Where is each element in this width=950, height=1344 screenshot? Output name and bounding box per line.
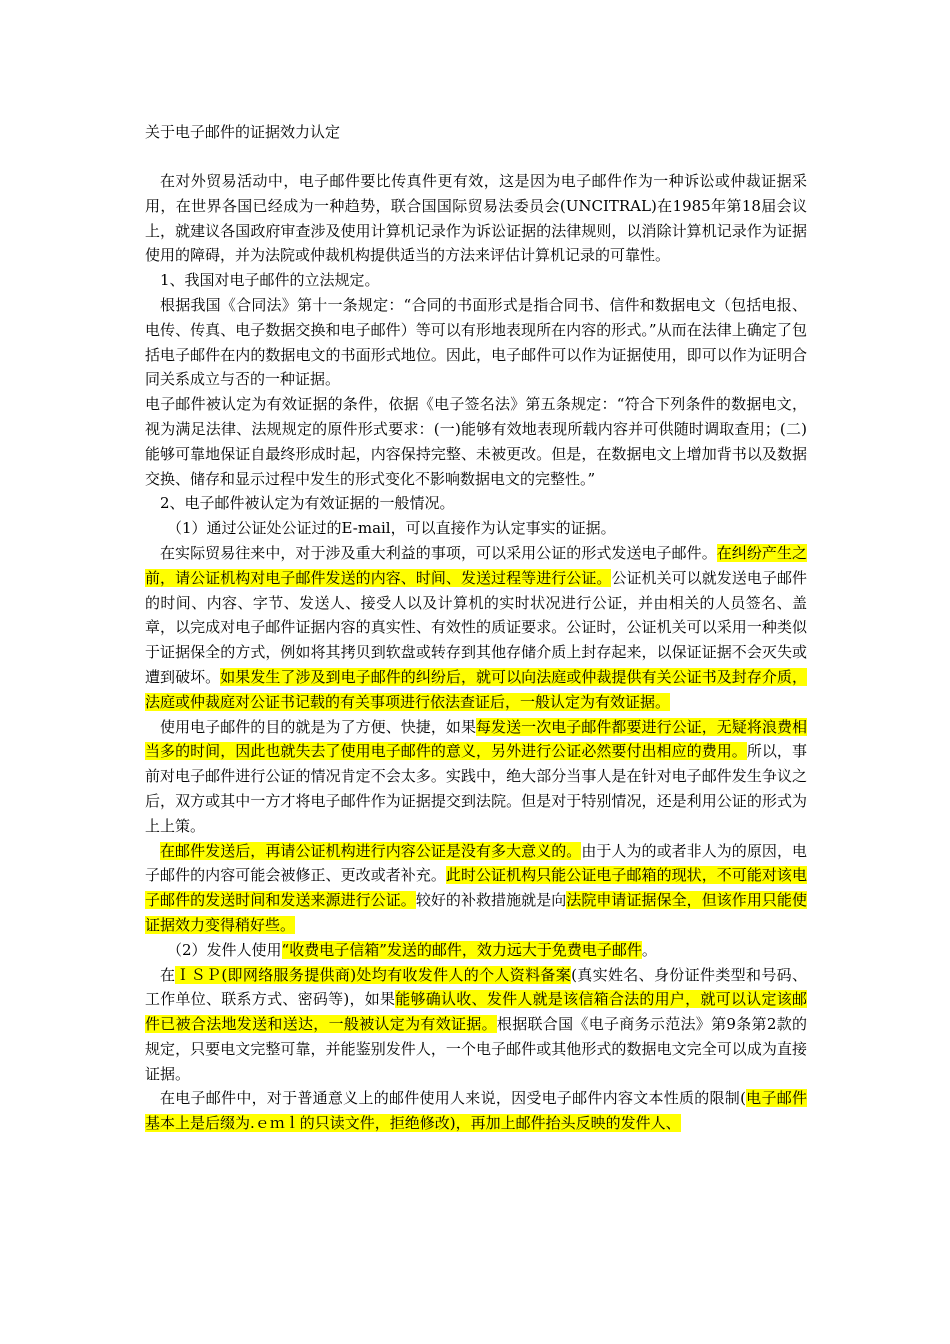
highlighted-text: 此时公证机构只能公证电子邮箱的现状，不可能对该电子邮件的发送时间和发送来源进行公证。: [145, 866, 807, 910]
text-segment: 使用电子邮件的目的就是为了方便、快捷，如果: [160, 717, 476, 736]
paragraph: [145, 169, 807, 268]
text-segment: 在对外贸易活动中，电子邮件要比传真件更有效，这是因为电子邮件作为一种诉讼或仲裁证据采用，在世界各国已经成为一种趋势，联合国国际贸易法委员会(UNCITRAL)在1985年第18届会议上，就建议各国政府审查涉及使用计算机记录作为诉讼证据的法律规则，以消除计算机记录作为证据使用的障碍，并为法院或仲裁机构提供适当的方法来评估计算机记录的可靠性。: [145, 172, 807, 265]
paragraph: [145, 541, 807, 715]
text-segment: 较好的补救措施就是向: [415, 891, 567, 910]
text-segment: 由于人为的或者非人为的原因，电子邮件的内容可能会被修正、更改或者补充。: [145, 841, 807, 885]
paragraph: [145, 392, 807, 491]
text-segment: 在电子邮件中，对于普通意义上的邮件使用人来说，因受电子邮件内容文本性质的限制(: [160, 1089, 746, 1108]
text-segment: 在: [160, 965, 176, 984]
text-segment: 公证机关可以就发送电子邮件的时间、内容、字节、发送人、接受人以及计算机的实时状况进行公证，并由相关的人员签名、盖章，以完成对电子邮件证据内容的真实性、有效性的质证要求。公证时，公证机关可以采用一种类似于证据保全的方式，例如将其拷贝到软盘或转存到其他存储介质上封存起来，以保证证据不会灭失或遭到破坏。: [145, 568, 807, 686]
text-segment: 电子邮件被认定为有效证据的条件，依据《电子签名法》第五条规定：“符合下列条件的数据电文，视为满足法律、法规规定的原件形式要求：(一)能够有效地表现所载内容并可供随时调取查用；(二)能够可靠地保证自最终形成时起，内容保持完整、未被更改。但是，在数据电文上增加背书以及数据交换、储存和显示过程中发生的形式变化不影响数据电文的完整性。”: [145, 395, 807, 488]
text-segment: 根据我国《合同法》第十一条规定：“合同的书面形式是指合同书、信件和数据电文（包括电报、电传、传真、电子数据交换和电子邮件）等可以有形地表现所在内容的形式。”从而在法律上确定了包括电子邮件在内的数据电文的书面形式地位。因此，电子邮件可以作为证据使用，即可以作为证明合同关系成立与否的一种证据。: [145, 295, 807, 389]
text-segment: (真实姓名、身份证件类型和号码、工作单位、联系方式、密码等)，如果: [145, 965, 807, 1009]
paragraph: [145, 516, 807, 541]
text-segment: 所以，事前对电子邮件进行公证的情况肯定不会太多。实践中，绝大部分当事人是在针对电子邮件发生争议之后，双方或其中一方才将电子邮件作为证据提交到法院。但是对于特别情况，还是利用公证的形式为上上策。: [145, 742, 807, 835]
paragraph: [145, 839, 807, 938]
highlighted-text: 法院申请证据保全，但该作用只能使证据效力变得稍好些。: [145, 891, 807, 934]
paragraph: [145, 938, 807, 963]
text-segment: （1）通过公证处公证过的E-mail，可以直接作为认定事实的证据。: [167, 519, 616, 538]
paragraph: [145, 268, 807, 293]
text-segment: 1、我国对电子邮件的立法规定。: [160, 271, 380, 290]
text-segment: 。: [641, 940, 657, 959]
highlighted-text: 每发送一次电子邮件都要进行公证，无疑将浪费相当多的时间，因此也就失去了使用电子邮件的意义，另外进行公证必然要付出相应的费用。: [145, 717, 807, 761]
highlighted-text: 在邮件发送后，再请公证机构进行内容公证是没有多大意义的。: [160, 841, 582, 860]
text-segment: 2、电子邮件被认定为有效证据的一般情况。: [160, 494, 455, 513]
document-page: [145, 120, 807, 1136]
text-segment: 根据联合国《电子商务示范法》第9条第2款的规定，只要电文完整可靠，并能鉴别发件人，一个电子邮件或其他形式的数据电文完全可以成为直接证据。: [145, 1015, 807, 1083]
highlighted-text: “收费电子信箱”发送的邮件，效力远大于免费电子邮件: [281, 940, 642, 959]
paragraph: [145, 491, 807, 516]
text-segment: （2）发件人使用: [167, 940, 282, 959]
paragraph: [145, 293, 807, 392]
highlighted-text: 如果发生了涉及到电子邮件的纠纷后，就可以向法庭或仲裁提供有关公证书及封存介质，法庭或仲裁庭对公证书记载的有关事项进行依法查证后，一般认定为有效证据。: [145, 667, 807, 711]
paragraph: [145, 1086, 807, 1136]
highlighted-text: 在纠纷产生之前，请公证机构对电子邮件发送的内容、时间、发送过程等进行公证。: [145, 543, 807, 587]
text-segment: 在实际贸易往来中，对于涉及重大利益的事项，可以采用公证的形式发送电子邮件。: [160, 543, 717, 562]
highlighted-text: 能够确认收、发件人就是该信箱合法的用户，就可以认定该邮件已被合法地发送和送达，一般被认定为有效证据。: [145, 990, 807, 1034]
highlighted-text: ＩＳＰ(即网络服务提供商)处均有收发件人的个人资料备案: [175, 965, 572, 984]
paragraph: [145, 715, 807, 839]
document-title: 关于电子邮件的证据效力认定: [145, 123, 341, 141]
highlighted-text: 电子邮件基本上是后缀为.ｅｍｌ的只读文件，拒绝修改)，再加上邮件抬头反映的发件人、: [145, 1089, 807, 1133]
document-body: [145, 169, 807, 1136]
paragraph: [145, 963, 807, 1087]
